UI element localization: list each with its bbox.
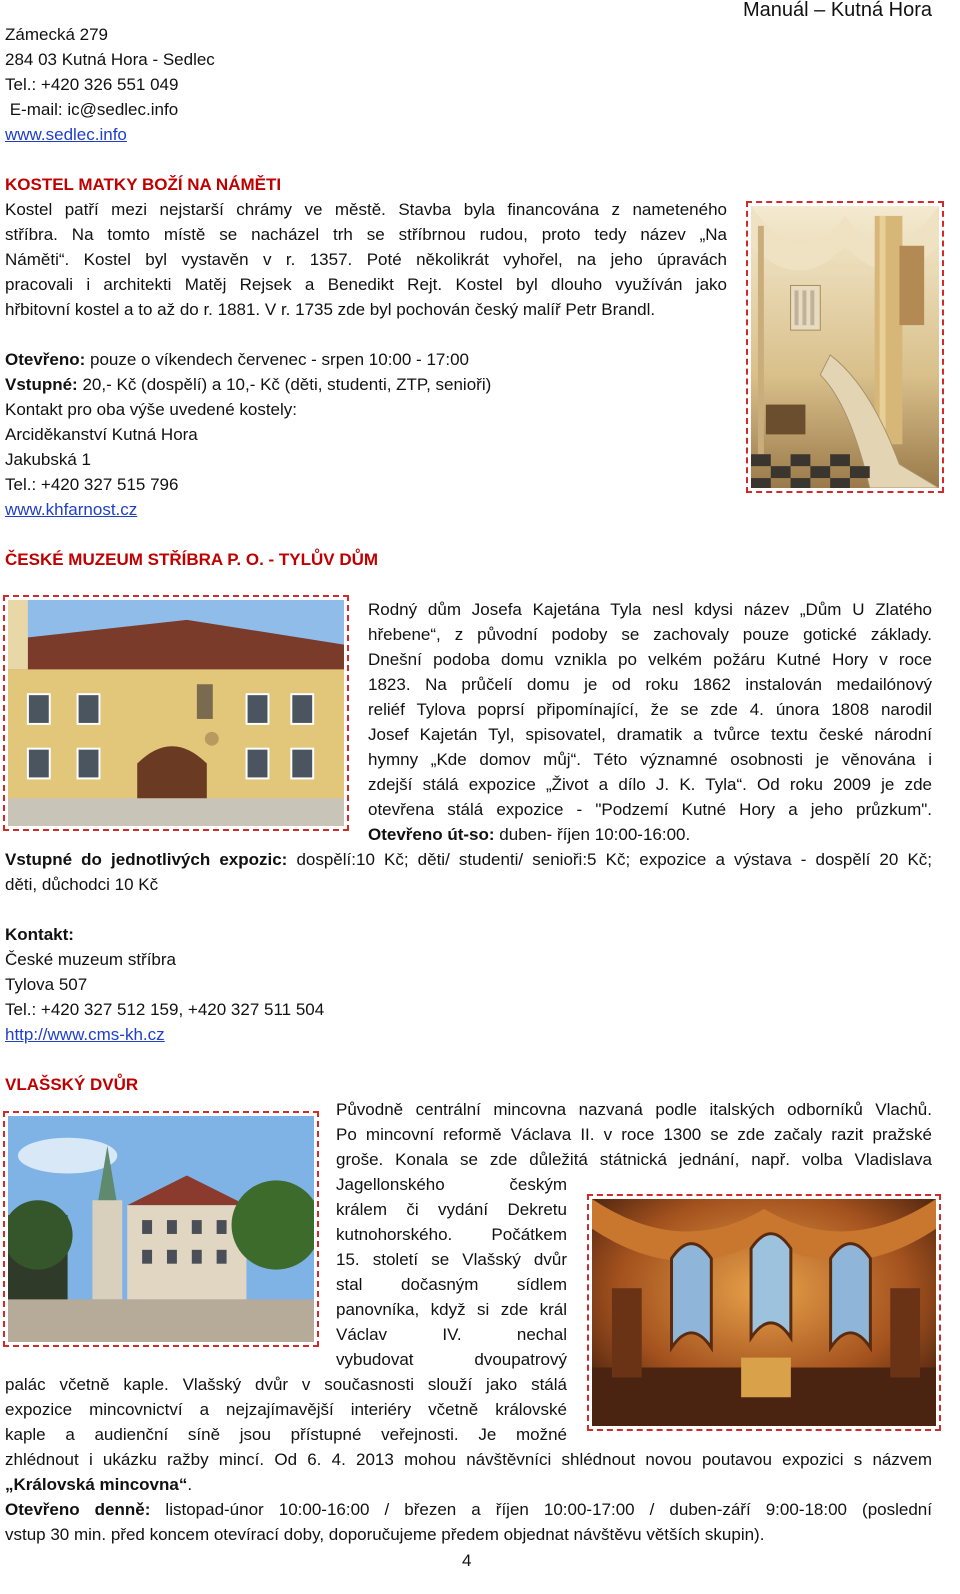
kostel-line: hřbitovní kostel a to až do r. 1881. V r. 1735 zde byl pochován český malíř Petr Brandl. [5,300,656,319]
kostel-open-value: pouze o víkendech červenec - srpen 10:00 - 17:00 [85,350,469,369]
muzeum-description [368,597,932,847]
khfarnost-website-link[interactable]: www.khfarnost.cz [5,500,138,519]
vlassky-line: stal dočasným sídlem [336,1275,567,1294]
vlassky-open-value-cont: vstup 30 min. před koncem otevírací doby, doporučujeme předem objednat návštěvu větších skupin). [5,1525,765,1544]
kostel-open-label: Otevřeno: [5,350,86,369]
kostel-contact-line: Arciděkanství Kutná Hora [5,425,198,444]
expo-end: . [187,1475,193,1494]
muzeum-line: Dnešní podoba domu vznikla po velkém požáru Kutné Hory v roce [368,650,932,669]
vlassky-line: kaple a audienční síně jsou přístupné veřejnosti. Je možné [5,1425,567,1444]
muzeum-line: hřebene“, z původní podoby se zachovaly pouze gotické základy. [368,625,932,644]
vlassky-open-label: Otevřeno denně: [5,1500,151,1519]
vlassky-heading: VLAŠSKÝ DVŮR [5,1075,139,1094]
kostel-info [5,347,491,522]
address-line: 284 03 Kutná Hora - Sedlec [5,50,215,69]
document-title: Manuál – Kutná Hora [742,0,932,21]
muzeum-line: 1823. Na průčelí domu je od roku 1862 instalován medailónový [368,675,932,694]
muzeum-entry [5,847,932,897]
address-line: E-mail: ic@sedlec.info [5,100,179,119]
vlassky-line: Jagellonského českým [336,1175,567,1194]
vlassky-line: Po mincovní reformě Václava II. v roce 1300 se zde začaly razit pražské [336,1125,932,1144]
muzeum-line: reliéf Tylova poprsí připomínající, že se zde 4. února 1808 narodil [368,700,932,719]
vlassky-line: 15. století se Vlašský dvůr [336,1250,567,1269]
vlassky-line: králem či vydání Dekretu [336,1200,567,1219]
vlassky-line: expozice mincovnictví a nejzajímavější interiéry včetně královské [5,1400,567,1419]
tyluv-dum-photo [3,595,349,831]
vlassky-wide-column [5,1372,567,1447]
expo-name: „Královská mincovna“ [5,1475,188,1494]
muzeum-contact [5,922,324,1047]
vlassky-closing [5,1447,932,1547]
muzeum-line: otevřena stálá expozice - "Podzemí Kutné Hory a jeho průzkum". [368,800,932,819]
sedlec-website-link[interactable]: www.sedlec.info [5,125,127,144]
vlassky-line: palác včetně kaple. Vlašský dvůr v současnosti slouží jako stálá [5,1375,567,1394]
vlassky-line: Václav IV. nechal [336,1325,567,1344]
muzeum-line: hymny „Kde domov můj“. Této významné osobnosti je věnována i [368,750,932,769]
kostel-entry-label: Vstupné: [5,375,78,394]
church-interior-photo [746,201,944,493]
muzeum-contact-line: České muzeum stříbra [5,950,176,969]
muzeum-entry-value-cont: děti, důchodci 10 Kč [5,875,159,894]
vlassky-line: zhlédnout i ukázku ražby mincí. Od 6. 4. 2013 mohou návštěvníci shlédnout novou poutavou expozici s názvem [5,1450,932,1469]
kostel-line: Náměti“. Kostel byl vystavěn v r. 1357. Poté několikrát vyhořel, na jeho úpravách [5,250,727,269]
kostel-description [5,197,727,322]
vlassky-line: groše. Konala se zde důležitá státnická jednání, např. volba Vladislava [336,1150,932,1169]
kostel-contact-line: Tel.: +420 327 515 796 [5,475,179,494]
kostel-contact-line: Kontakt pro oba výše uvedené kostely: [5,400,298,419]
address-line: Zámecká 279 [5,25,108,44]
muzeum-contact-line: Tylova 507 [5,975,88,994]
sedlec-address [5,22,215,147]
kostel-contact-line: Jakubská 1 [5,450,91,469]
muzeum-line: Rodný dům Josefa Kajetána Tyla nesl kdysi název „Dům U Zlatého [368,600,932,619]
address-line: Tel.: +420 326 551 049 [5,75,179,94]
vlassky-open-value: listopad-únor 10:00-16:00 / březen a říjen 10:00-17:00 / duben-září 9:00-18:00 (poslední [150,1500,932,1519]
page-number: 4 [462,1551,472,1570]
kostel-heading: KOSTEL MATKY BOŽÍ NA NÁMĚTI [5,175,282,194]
vlassky-line: panovníka, když si zde král [336,1300,567,1319]
vlassky-line: Původně centrální mincovna nazvaná podle italských odborníků Vlachů. [336,1100,932,1119]
kostel-line: pracovali i architekti Matěj Rejsek a Benedikt Rejt. Kostel byl dlouho využíván jako [5,275,727,294]
kostel-line: Kostel patří mezi nejstarší chrámy ve městě. Stavba byla financována z nameteného [5,200,727,219]
muzeum-entry-value: dospělí:10 Kč; děti/ studenti/ senioři:5 Kč; expozice a výstava - dospělí 20 Kč; [287,850,933,869]
kostel-line: stříbra. Na tomto místě se nacházel trh se stříbrnou rudou, proto tedy název „Na [5,225,727,244]
vlassky-dvur-courtyard-photo [3,1111,319,1347]
muzeum-entry-label: Vstupné do jednotlivých expozic: [5,850,288,869]
muzeum-contact-label: Kontakt: [5,925,74,944]
muzeum-line: zdejší stálá expozice „Život a dílo J. K. Tyla“. Od roku 2009 je zde [368,775,932,794]
muzeum-open-value: duben- říjen 10:00-16:00. [494,825,691,844]
muzeum-contact-line: Tel.: +420 327 512 159, +420 327 511 504 [5,1000,325,1019]
vlassky-line: vybudovat dvoupatrový [336,1350,567,1369]
muzeum-heading: ČESKÉ MUZEUM STŘÍBRA P. O. - TYLŮV DŮM [5,550,379,569]
vlassky-intro [336,1097,932,1172]
muzeum-open-label: Otevřeno út-so: [368,825,495,844]
vlassky-narrow-column [336,1172,567,1372]
cms-website-link[interactable]: http://www.cms-kh.cz [5,1025,165,1044]
royal-chapel-photo [587,1194,941,1431]
muzeum-line: Josef Kajetán Tyl, spisovatel, dramatik a tvůrce textu české národní [368,725,932,744]
kostel-entry-value: 20,- Kč (dospělí) a 10,- Kč (děti, studenti, ZTP, senioři) [77,375,492,394]
vlassky-line: kutnohorského. Počátkem [336,1225,567,1244]
